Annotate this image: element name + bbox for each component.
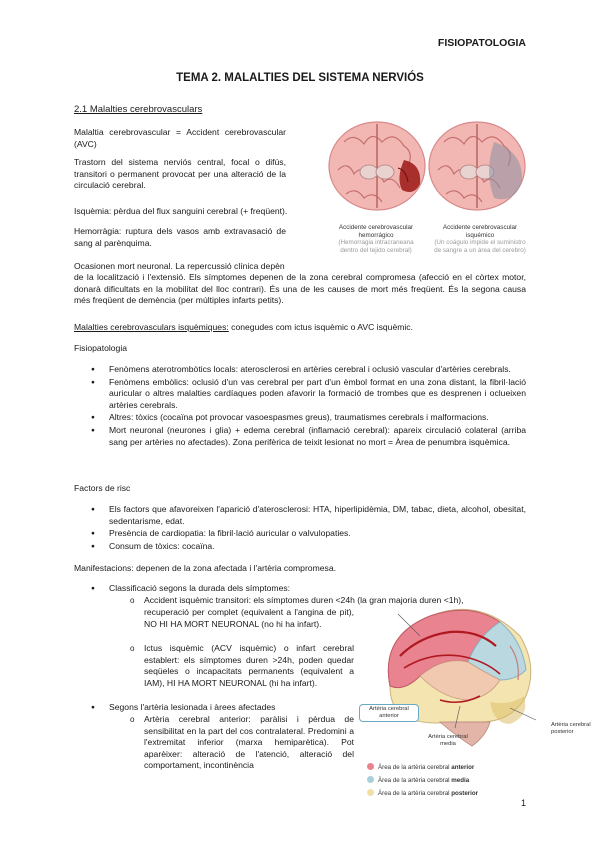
list-item: ● Altres: tòxics (cocaïna pot provocar vasoespasmes greus), traumatismes cerebrals i malformacions. xyxy=(91,412,526,424)
manif-segons xyxy=(91,702,356,715)
risc-heading: Factors de risc xyxy=(74,483,131,493)
intro-consequences-rest: de la localització i l'extensió. Els símptomes depenen de la zona cerebral compromesa (afecció en el còrtex motor, donarà dificultats en la mobilitat del lloc contrari). És una de les causes de mort més freqüent. És la segona causa més freqüent de demència (per múltiples infarts petits). xyxy=(74,272,526,306)
page-title: TEMA 2. MALALTIES DEL SISTEMA NERVIÓS xyxy=(176,72,424,84)
legend-media xyxy=(367,776,469,785)
legend-media-prefix: Àrea de la artèria cerebral xyxy=(378,777,452,784)
header-subject: FISIOPATOLOGIA xyxy=(437,37,526,49)
arterial-territories-figure xyxy=(360,596,540,756)
ictus-item: o Ictus isquèmic (ACV isquèmic) o infart cerebral establert: els símptomes duren >24h, poden quedar seqüeles o incapacitats permanents (equivalent a IAM), HI HA MORT NEURONAL (hi ha infart). xyxy=(127,643,354,689)
intro-consequences-start: Ocasionen mort neuronal. La repercussió clínica depèn xyxy=(74,261,285,271)
ischemic-heading-rest: conegudes com ictus isquèmic o AVC isquèmic. xyxy=(228,322,413,332)
list-item: ● Presència de cardiopatia: la fibril·lació auricular o valvulopaties. xyxy=(91,528,526,540)
ischemic-caption xyxy=(434,224,526,254)
classification-label: ● Classificació segons la durada dels símptomes: xyxy=(91,583,526,595)
hemorrhagic-caption-title: Accidente cerebrovascular hemorrágico xyxy=(338,224,414,239)
intro-isquemia: Isquèmia: pèrdua del flux sanguini cerebral (+ freqüent). xyxy=(74,206,288,216)
legend-posterior-swatch xyxy=(367,789,374,796)
brain-stroke-figure xyxy=(324,112,529,222)
ischemic-heading: Malalties cerebrovasculars isquèmiques: xyxy=(74,322,229,332)
legend-media-strong: media xyxy=(451,777,470,784)
list-item: ● Els factors que afavoreixen l'aparició d'aterosclerosi: HTA, hiperlipidèmia, DM, tabac, dieta, alcohol, obesitat, sedentarisme, edat. xyxy=(91,504,526,527)
hemorrhagic-brain-image xyxy=(329,122,425,210)
legend-posterior-prefix: Àrea de la artèria cerebral xyxy=(378,790,452,797)
label-media: Artèria cerebral media xyxy=(428,734,468,747)
hemorrhagic-caption xyxy=(330,224,422,254)
ait-rest: recuperació per complet (equivalent a l'angina de pit), NO HI HA MORT NEURONAL (no hi ha infart). xyxy=(144,607,354,629)
ischemic-heading-line xyxy=(74,322,526,334)
ictus-block xyxy=(127,643,354,691)
intro-description: Trastorn del sistema nerviós central, focal o difús, transitori o permanent provocat per una alteració de la circulació cerebral. xyxy=(74,157,286,191)
label-posterior: Artèria cerebral posterior xyxy=(551,722,591,735)
risc-list xyxy=(91,504,526,553)
manif-classification xyxy=(91,583,526,596)
ischemic-caption-title: Accidente cerebrovascular isquémico xyxy=(442,224,518,239)
legend-anterior-swatch xyxy=(367,763,374,770)
list-item: ● Mort neuronal (neurones i glia) + edema cerebral (inflamació cerebral): apareix circulació colateral (arriba sang per artèries no afectades). Zona perifèrica de teixit lesionat no mort = Àrea de penumbra isquèmica. xyxy=(91,425,526,448)
page-number: 1 xyxy=(520,798,526,808)
ischemic-caption-sub: (Un coágulo impide el suministro de sangre a un área del cerebro) xyxy=(434,239,526,254)
hemorrhagic-caption-sub: (Hemorragia intracraneana dentro del tejido cerebral) xyxy=(338,239,414,254)
legend-anterior-strong: anterior xyxy=(451,764,475,771)
intro-definition: Malaltia cerebrovascular = Accident cerebrovascular (AVC) xyxy=(74,127,286,149)
legend-anterior-prefix: Àrea de la artèria cerebral xyxy=(378,764,452,771)
segons-label: ● Segons l'artèria lesionada i àrees afectades xyxy=(91,702,356,714)
aca-item: o Artèria cerebral anterior: paràlisi i pèrdua de sensibilitat en la part del cos contralateral. Predomini a l'extremitat inferior (marxa hemiparètica). Pot aparèixer: alteració de l'atenció, alteració del comportament, incontinència xyxy=(127,714,354,772)
section-heading: 2.1 Malalties cerebrovasculars xyxy=(74,104,203,115)
ischemic-brain-image xyxy=(429,122,525,210)
list-item: ● Fenòmens aterotrombòtics locals: aterosclerosi en artèries cerebral i oclusió vascular d'artèries cerebrals. xyxy=(91,364,526,376)
label-anterior: Artèria cerebral anterior xyxy=(359,704,419,722)
manif-heading: Manifestacions: depenen de la zona afectada i l'artèria compromesa. xyxy=(74,563,336,573)
legend-media-swatch xyxy=(367,776,374,783)
list-item: ● Consum de tòxics: cocaïna. xyxy=(91,541,526,553)
legend-posterior xyxy=(367,789,478,798)
fisio-list xyxy=(91,364,526,449)
aca-block xyxy=(127,714,354,774)
intro-hemorragia: Hemorràgia: ruptura dels vasos amb extravasació de sang al parènquima. xyxy=(74,226,286,248)
legend-anterior xyxy=(367,763,474,772)
list-item: ● Fenòmens embòlics: oclusió d'un vas cerebral per part d'un èmbol format en una zona distant, la fibril·lació auricular o altres malalties cardíaques poden afavorir la formació de trombes que es desprenen i oclueixen artèries cerebrals. xyxy=(91,377,526,412)
fisio-heading: Fisiopatologia xyxy=(74,343,128,353)
ait-item: o Accident isquèmic transitori: els símptomes duren <24h (la gran majoria duren <1h), xyxy=(127,595,526,607)
legend-posterior-strong: posterior xyxy=(451,790,479,797)
